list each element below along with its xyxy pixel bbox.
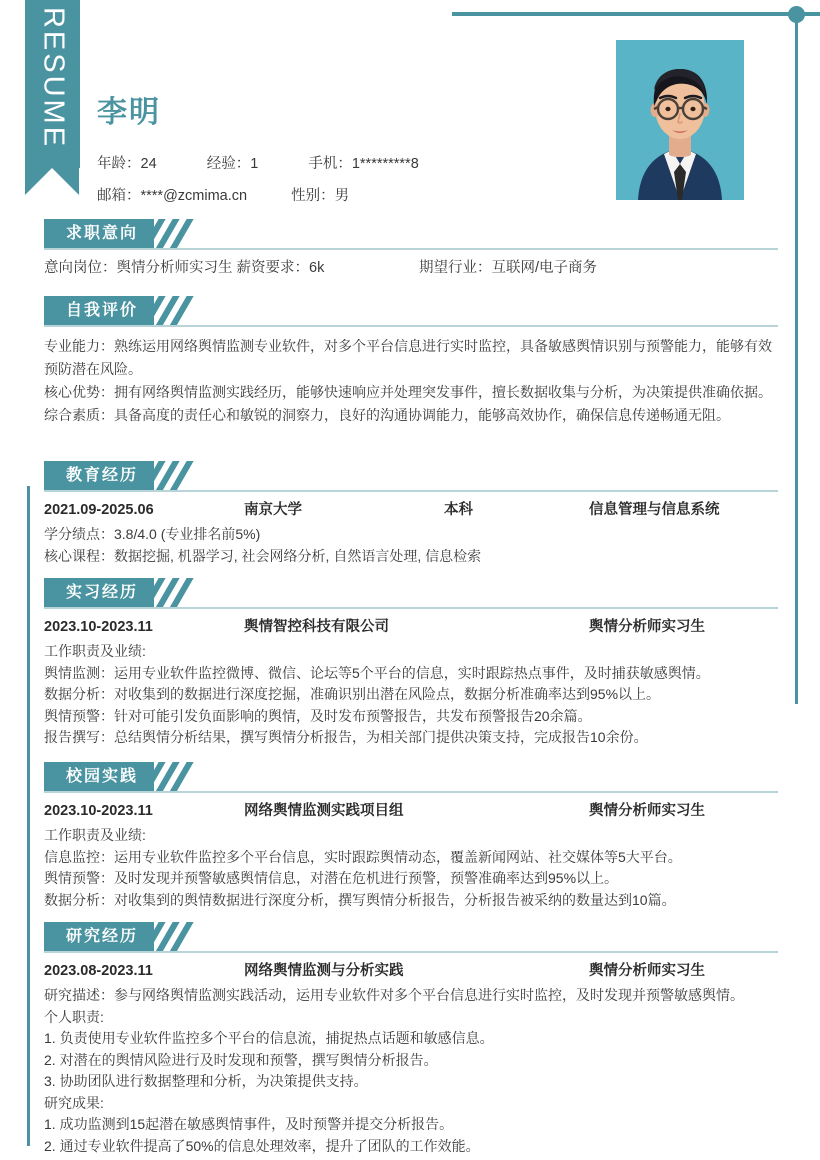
section-header — [44, 461, 778, 491]
education-entry-header — [44, 500, 778, 522]
internship-detail-line: 数据分析：对收集到的数据进行深度挖掘，准确识别出潜在风险点，数据分析准确率达到95%以上。 — [44, 686, 661, 702]
section-header — [44, 296, 778, 326]
section-title: 自我评价 — [44, 296, 154, 326]
section-job-intention — [44, 219, 778, 280]
section-education — [44, 461, 778, 567]
section-rule — [44, 325, 778, 327]
campus-project: 网络舆情监测实践项目组 — [244, 803, 404, 819]
section-self-evaluation — [44, 296, 778, 427]
resume-ribbon — [25, 0, 80, 195]
campus-detail-line: 信息监控：运用专业软件监控多个平台信息，实时跟踪舆情动态，覆盖新闻网站、社交媒体等5大平台。 — [44, 848, 682, 865]
internship-date: 2023.10-2023.11 — [44, 619, 153, 635]
section-internship — [44, 578, 778, 749]
section-campus-practice — [44, 762, 778, 911]
section-body — [44, 491, 778, 567]
research-role: 舆情分析师实习生 — [589, 963, 705, 979]
internship-detail-line: 舆情预警：针对可能引发负面影响的舆情，及时发布预警报告，共发布预警报告20余篇。 — [44, 707, 592, 724]
info-phone-label: 手机： — [308, 156, 352, 172]
section-rule — [44, 791, 778, 793]
section-stripes-decoration — [148, 461, 210, 491]
self-eval-paragraph: 专业能力：熟练运用网络舆情监测专业软件，对多个平台信息进行实时监控，具备敏感舆情识别与预警能力，能够有效预防潜在风险。 — [44, 338, 772, 377]
campus-detail-line: 舆情预警：及时发现并预警敏感舆情信息，对潜在危机进行预警，预警准确率达到95%以上。 — [44, 870, 619, 886]
section-title: 求职意向 — [44, 219, 154, 249]
research-detail-line: 3. 协助团队进行数据整理和分析，为决策提供支持。 — [44, 1073, 368, 1089]
campus-detail-line: 数据分析：对收集到的舆情数据进行深度分析，撰写舆情分析报告，分析报告被采纳的数量达到10篇。 — [44, 891, 676, 908]
info-experience-label: 经验： — [206, 156, 251, 172]
campus-role: 舆情分析师实习生 — [589, 803, 705, 819]
section-research — [44, 922, 778, 1157]
section-stripes-decoration — [148, 219, 210, 249]
education-detail-line: 学分绩点：3.8/4.0 (专业排名前5%) — [44, 526, 261, 542]
section-header — [44, 578, 778, 608]
research-detail-line: 1. 成功监测到15起潜在敏感舆情事件，及时预警并提交分析报告。 — [44, 1116, 454, 1132]
section-stripes-decoration — [148, 762, 210, 792]
job-intention-row — [44, 258, 778, 280]
info-phone-value: 1*********8 — [351, 156, 419, 172]
section-body — [44, 952, 778, 1157]
intent-position-salary: 意向岗位：舆情分析师实习生 薪资要求：6k — [44, 260, 325, 276]
research-detail-line: 1. 负责使用专业软件监控多个平台的信息流，捕捉热点话题和敏感信息。 — [44, 1030, 494, 1046]
info-email-label: 邮箱： — [97, 188, 141, 204]
education-degree: 本科 — [444, 502, 473, 518]
research-detail-line: 2. 对潜在的舆情风险进行及时发现和预警，撰写舆情分析报告。 — [44, 1051, 438, 1068]
research-project: 网络舆情监测与分析实践 — [244, 963, 404, 979]
info-email-value: ****@zcmima.cn — [140, 188, 248, 204]
info-experience — [207, 152, 259, 173]
info-email — [97, 184, 247, 205]
info-age-value: 24 — [140, 156, 157, 172]
education-major: 信息管理与信息系统 — [589, 502, 720, 518]
education-date: 2021.09-2025.06 — [44, 502, 154, 518]
self-eval-paragraph: 综合素质：具备高度的责任心和敏锐的洞察力，良好的沟通协调能力，能够高效协作，确保信息传递畅通无阻。 — [44, 407, 730, 423]
research-entry-header — [44, 961, 778, 983]
internship-detail-line: 报告撰写：总结舆情分析结果，撰写舆情分析报告，为相关部门提供决策支持，完成报告10余份。 — [44, 729, 648, 745]
internship-company: 舆情智控科技有限公司 — [244, 619, 389, 635]
section-title: 校园实践 — [44, 762, 154, 792]
section-header — [44, 219, 778, 249]
internship-detail-line: 工作职责及业绩: — [44, 643, 146, 659]
research-detail-line: 2. 通过专业软件提高了50%的信息处理效率，提升了团队的工作效能。 — [44, 1137, 480, 1154]
section-body — [44, 326, 778, 427]
campus-detail-line: 工作职责及业绩: — [44, 827, 146, 843]
education-school: 南京大学 — [244, 502, 302, 518]
section-header — [44, 762, 778, 792]
info-gender-value: 男 — [334, 188, 350, 204]
section-stripes-decoration — [148, 922, 210, 952]
info-gender — [291, 184, 349, 205]
internship-entry-header — [44, 617, 778, 639]
education-detail-line: 核心课程：数据挖掘, 机器学习, 社会网络分析, 自然语言处理, 信息检索 — [44, 547, 482, 564]
section-rule — [44, 607, 778, 609]
info-age-label: 年龄： — [97, 156, 141, 172]
section-title: 教育经历 — [44, 461, 154, 491]
personal-info-row-2 — [97, 184, 349, 205]
info-phone — [308, 152, 418, 173]
intent-industry: 期望行业：互联网/电子商务 — [419, 260, 598, 276]
portrait-illustration — [616, 40, 744, 200]
candidate-name: 李明 — [97, 96, 161, 129]
ribbon-arrow-tip — [25, 168, 79, 195]
info-gender-label: 性别： — [291, 188, 335, 204]
ribbon-label: RESUME — [37, 6, 69, 150]
corner-dot-decoration — [788, 6, 805, 23]
right-vertical-rule-decoration — [795, 12, 798, 704]
section-rule — [44, 248, 778, 250]
section-body — [44, 249, 778, 280]
section-body — [44, 608, 778, 749]
research-date: 2023.08-2023.11 — [44, 963, 153, 979]
research-detail-line: 研究成果: — [44, 1094, 104, 1111]
campus-entry-header — [44, 801, 778, 823]
section-stripes-decoration — [148, 578, 210, 608]
section-rule — [44, 951, 778, 953]
internship-detail-line: 舆情监测：运用专业软件监控微博、微信、论坛等5个平台的信息，实时跟踪热点事件，及时捕获敏感舆情。 — [44, 664, 710, 681]
info-age — [97, 152, 157, 173]
top-horizontal-rule-decoration — [452, 12, 820, 16]
left-vertical-rule-decoration — [27, 486, 30, 1146]
campus-date: 2023.10-2023.11 — [44, 803, 153, 819]
section-rule — [44, 490, 778, 492]
self-eval-paragraph: 核心优势：拥有网络舆情监测实践经历，能够快速响应并处理突发事件，擅长数据收集与分析，为决策提供准确依据。 — [44, 384, 772, 400]
research-detail-line: 研究描述：参与网络舆情监测实践活动，运用专业软件对多个平台信息进行实时监控，及时发现并预警敏感舆情。 — [44, 987, 744, 1003]
research-detail-line: 个人职责: — [44, 1008, 104, 1025]
section-stripes-decoration — [148, 296, 210, 326]
section-header — [44, 922, 778, 952]
candidate-photo — [616, 40, 744, 200]
section-title: 实习经历 — [44, 578, 154, 608]
section-body — [44, 792, 778, 911]
info-experience-value: 1 — [250, 156, 259, 172]
section-title: 研究经历 — [44, 922, 154, 952]
personal-info-row-1 — [97, 152, 419, 173]
internship-role: 舆情分析师实习生 — [589, 619, 705, 635]
